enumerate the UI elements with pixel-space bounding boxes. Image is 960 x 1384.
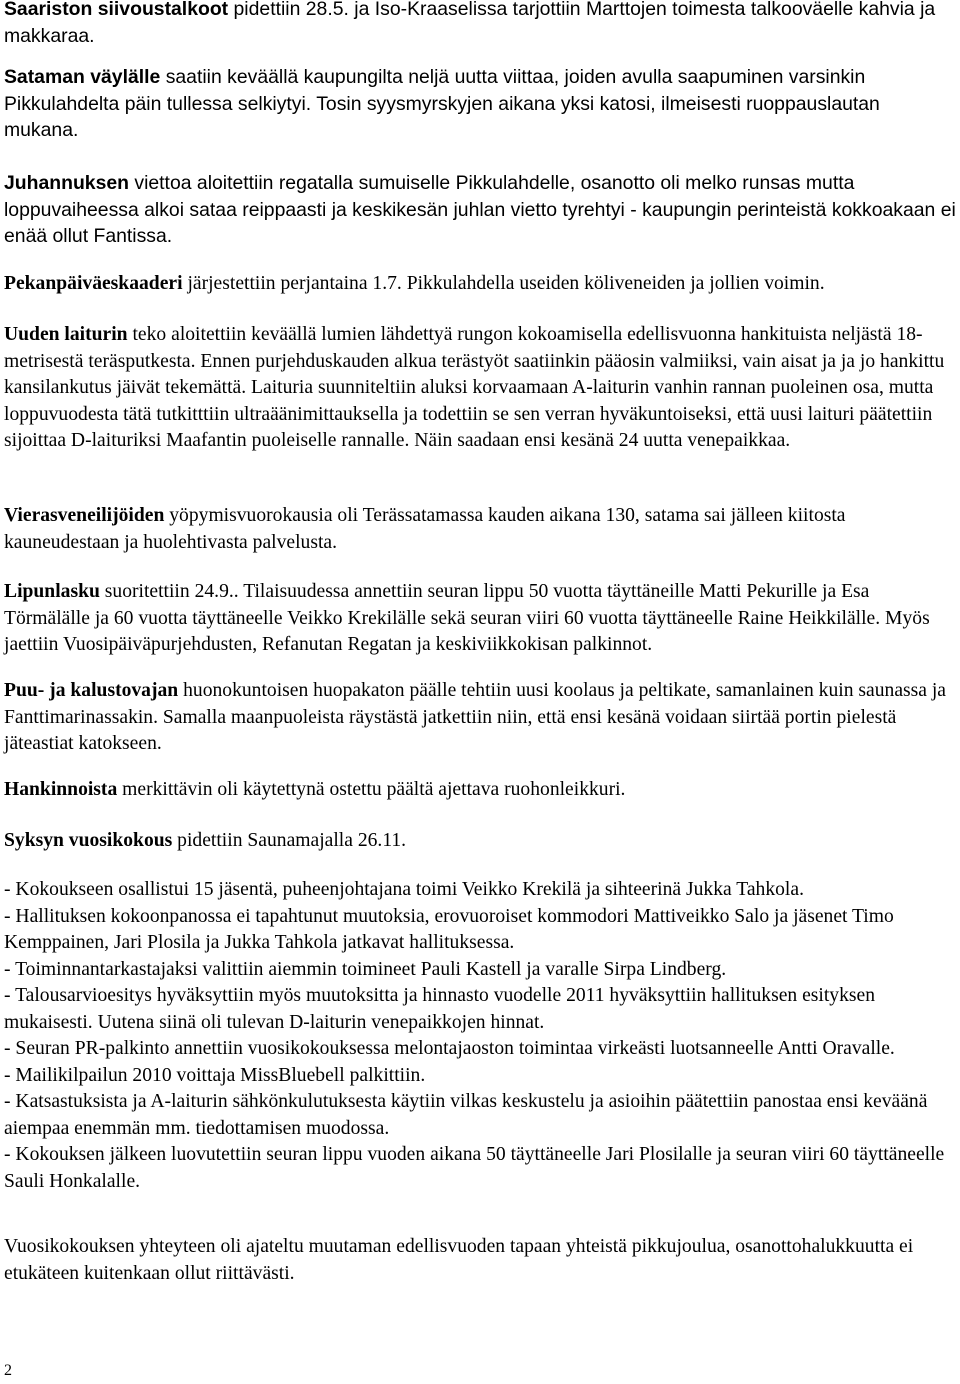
lead-heading: Pekanpäiväeskaaderi [4, 273, 183, 294]
lead-heading: Hankinnoista [4, 779, 118, 800]
lead-heading: Saariston siivoustalkoot [4, 0, 229, 20]
paragraph-siivoustalkoot [4, 0, 956, 49]
paragraph-kalustovaja [4, 678, 956, 758]
paragraph-text: teko aloitettiin keväällä lumien lähdettyä rungon kokoamisella edellisvuonna hankituista neljästä 18-metrisestä teräsputkesta. Ennen purjehduskauden alkua terästyöt saatiinkin pääosin valmiiksi, vain aisat ja ja jo hankittu kansilankutus jäivät tekemättä. Laituria suunniteltiin aluksi korvaamaan A-laiturin vanhin rannan puoleinen osa, mutta loppuvuodesta tätä tutkitttiin ultraäänimittauksella ja todettiin se sen verran hyväkuntoiseksi, että uusi laituri päätettiin sijoittaa D-laituriksi Maafantin puoleiselle rannalle. Näin saadaan ensi kesänä 24 uutta venepaikkaa. [4, 324, 945, 451]
paragraph-text: suoritettiin 24.9.. Tilaisuudessa annettiin seuran lippu 50 vuotta täyttäneille Matti Pekurille ja Esa Törmälälle ja 60 vuotta täyttäneelle Veikko Krekilälle sekä seuran viiri 60 vuotta täyttäneelle Raine Heikkilälle. Myös jaettiin Vuosipäiväpurjehdusten, Refanutan Regatan ja keskiviikkokisan palkinnot. [4, 581, 930, 655]
lead-heading: Puu- ja kalustovajan [4, 680, 179, 701]
paragraph-pekanpaiva [4, 271, 825, 298]
list-item: - Mailikilpailun 2010 voittaja MissBluebell palkittiin. [4, 1064, 426, 1086]
paragraph-vayla [4, 64, 956, 144]
lead-heading: Sataman väylälle [4, 66, 161, 88]
paragraph-vierasveneilijat [4, 503, 956, 556]
list-item: - Katsastuksista ja A-laiturin sähkönkulutuksesta käytiin vilkas keskustelu ja asioihin päätettiin panostaa ensi keväänä aiempaa enemmän mm. tiedottamisen muodossa. [4, 1091, 928, 1139]
paragraph-text: viettoa aloitettiin regatalla sumuiselle Pikkulahdelle, osanotto oli melko runsas mutta loppuvaiheessa alkoi sataa reippaasti ja keskikesän juhlan vietto tyrehtyi - kaupungin perinteistä kokkoakaan ei enää ollut Fantissa. [4, 172, 956, 247]
paragraph-text: yöpymisvuorokausia oli Terässatamassa kauden aikana 130, satama sai jälleen kiitosta kauneudestaan ja huolehtivasta palvelusta. [4, 505, 846, 553]
paragraph-text: pidettiin Saunamajalla 26.11. [172, 830, 407, 851]
paragraph-laituri [4, 322, 956, 455]
lead-heading: Vierasveneilijöiden [4, 505, 165, 526]
list-item: - Hallituksen kokoonpanossa ei tapahtunut muutoksia, erovuoroiset kommodori Mattiveikko Salo ja jäsenet Timo Kemppainen, Jari Plosila ja Jukka Tahkola jatkavat hallituksessa. [4, 905, 894, 953]
paragraph-text: saatiin keväällä kaupungilta neljä uutta viittaa, joiden avulla saapuminen varsinkin Pikkulahdelta päin tullessa selkiytyi. Tosin syysmyrskyjen aikana yksi katosi, ilmeisesti ruoppauslautan mukana. [4, 66, 880, 141]
meeting-minutes-list [4, 877, 956, 1195]
paragraph-vuosikokous [4, 828, 406, 855]
paragraph-lipunlasku [4, 579, 956, 659]
list-item: - Kokoukseen osallistui 15 jäsentä, puheenjohtajana toimi Veikko Krekilä ja sihteerinä Jukka Tahkola. [4, 879, 804, 900]
lead-heading: Syksyn vuosikokous [4, 830, 173, 851]
list-item: - Seuran PR-palkinto annettiin vuosikokouksessa melontajaoston toimintaa virkeästi luotsanneelle Antti Oravalle. [4, 1038, 895, 1059]
paragraph-hankinnat [4, 777, 625, 804]
list-item: - Kokouksen jälkeen luovutettiin seuran lippu vuoden aikana 50 täyttäneelle Jari Plosilalle ja seuran viiri 60 täyttäneelle Sauli Honkalalle. [4, 1144, 945, 1192]
paragraph-text: merkittävin oli käytettynä ostettu päältä ajettava ruohonleikkuri. [117, 779, 626, 800]
paragraph-text: huonokuntoisen huopakaton päälle tehtiin uusi koolaus ja peltikate, samanlainen kuin saunassa ja Fanttimarinassakin. Samalla maanpuoleista räystästä jatkettiin niin, että ensi kesänä voidaan siirtää portin pielestä jäteastiat katokseen. [4, 680, 946, 754]
paragraph-juhannus [4, 170, 956, 250]
list-item: - Talousarvioesitys hyväksyttiin myös muutoksitta ja hinnasto vuodelle 2011 hyväksyttiin hallituksen esityksen mukaisesti. Uutena siinä oli tulevan D-laiturin venepaikkojen hinnat. [4, 985, 876, 1033]
lead-heading: Lipunlasku [4, 581, 100, 602]
lead-heading: Juhannuksen [4, 172, 129, 194]
paragraph-text: järjestettiin perjantaina 1.7. Pikkulahdella useiden köliveneiden ja jollien voimin. [182, 273, 825, 294]
list-item: - Toiminnantarkastajaksi valittiin aiemmin toimineet Pauli Kastell ja varalle Sirpa Lindberg. [4, 958, 727, 980]
paragraph-text: pidettiin 28.5. ja Iso-Kraaselissa tarjottiin Marttojen toimesta talkooväelle kahvia ja makkaraa. [4, 0, 936, 47]
lead-heading: Uuden laiturin [4, 324, 128, 345]
closing-paragraph: Vuosikokouksen yhteyteen oli ajateltu muutaman edellisvuoden tapaan yhteistä pikkujoulua, osanottohalukkuutta ei etukäteen kuitenkaan ollut riittävästi. [4, 1236, 914, 1284]
page-number: 2 [4, 1362, 12, 1379]
